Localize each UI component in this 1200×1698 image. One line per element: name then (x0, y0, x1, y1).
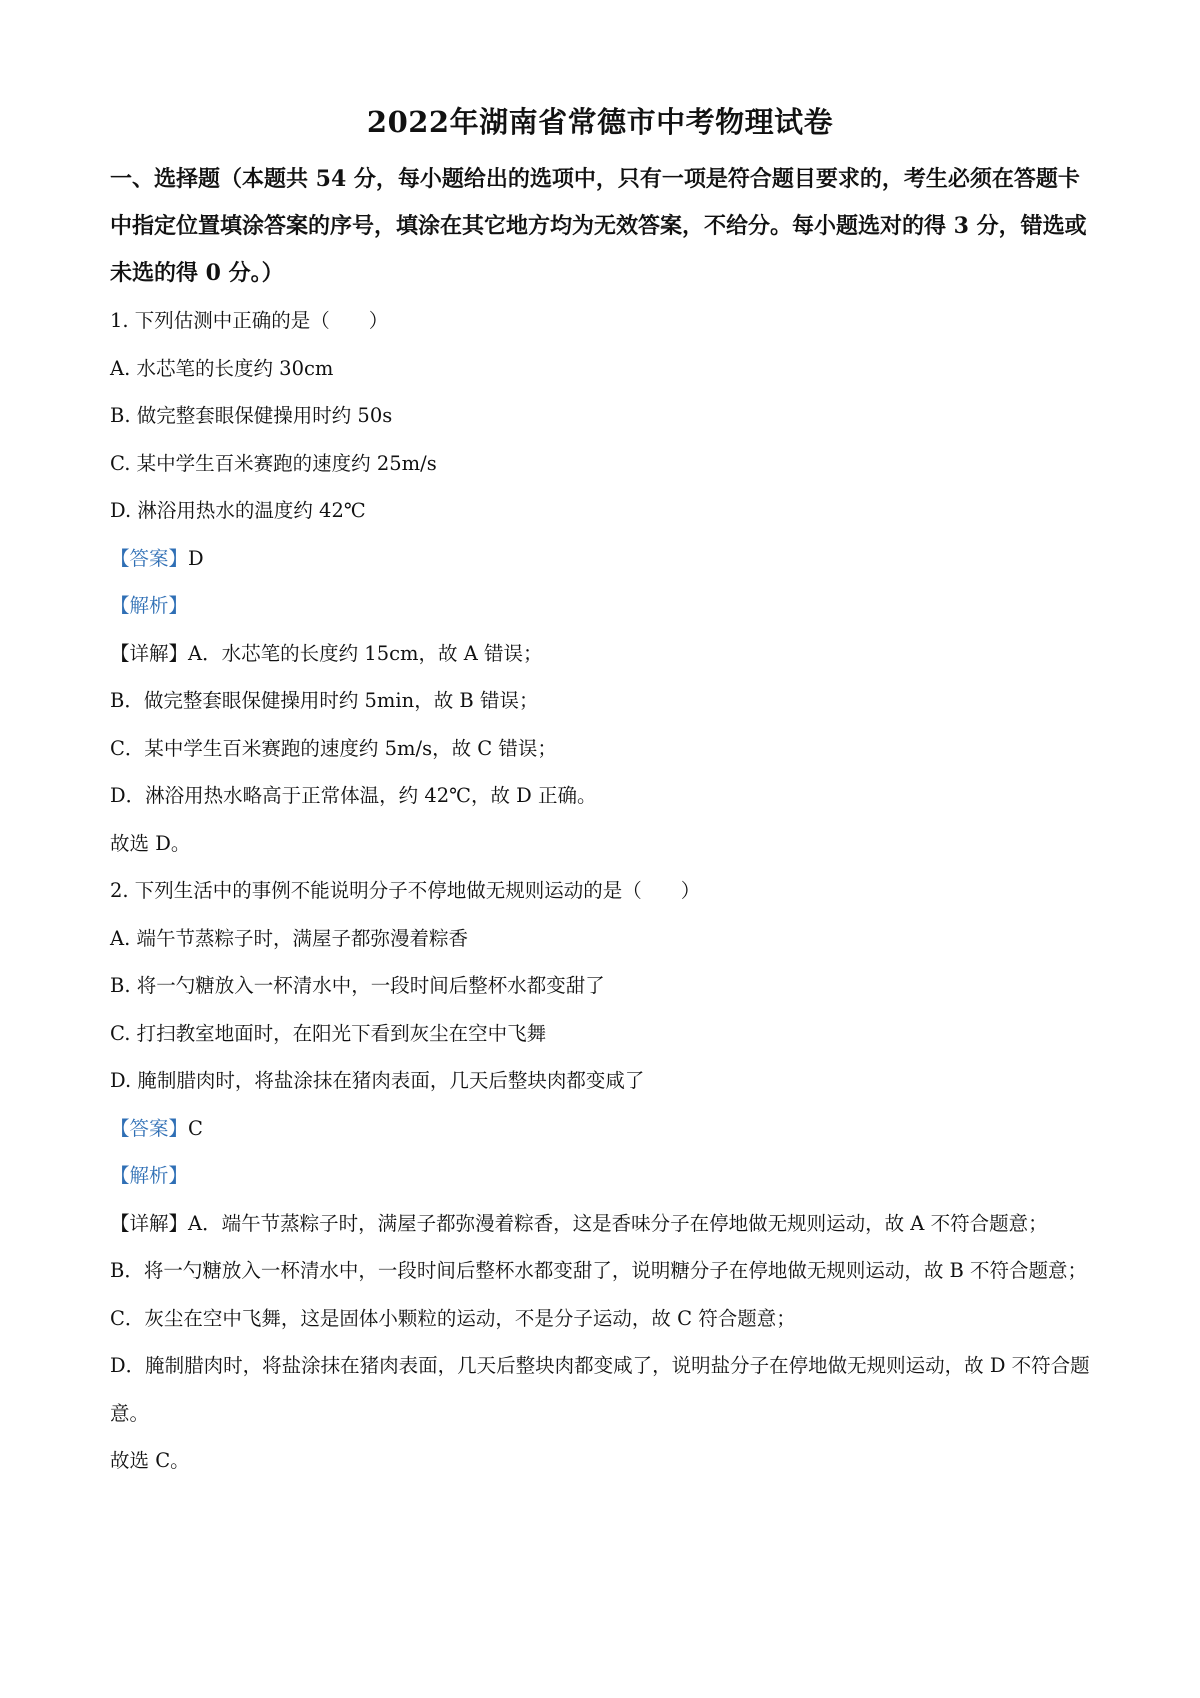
q1-analysis-line (110, 582, 1100, 630)
section-heading: 一、选择题（本题共 54 分，每小题给出的选项中，只有一项是符合题目要求的，考生必须在答题卡中指定位置填涂答案的序号，填涂在其它地方均为无效答案，不给分。每小题选对的得 3 分，错选或未选的得 0 分。） (110, 166, 1087, 286)
answer-tag: 【答案】 (110, 1116, 189, 1140)
q1-detail-line-4: D．淋浴用热水略高于正常体温，约 42℃，故 D 正确。 (110, 784, 597, 807)
q1-stem: 1. 下列估测中正确的是（ ） (110, 309, 389, 332)
q2-detail-line-4: D．腌制腊肉时，将盐涂抹在猪肉表面，几天后整块肉都变咸了，说明盐分子在停地做无规则运动，故 D 不符合题意。 (110, 1354, 1090, 1425)
questions-content (110, 297, 1100, 1485)
q1-detail-line-1: 【详解】A．水芯笔的长度约 15cm，故 A 错误； (110, 641, 543, 665)
page-title: 2022年湖南省常德市中考物理试卷 (366, 105, 834, 139)
q2-option-a: A. 端午节蒸粽子时，满屋子都弥漫着粽香 (110, 926, 468, 950)
q1-detail-line-3: C．某中学生百米赛跑的速度约 5m/s，故 C 错误； (110, 736, 557, 760)
q2-option-c: C. 打扫教室地面时，在阳光下看到灰尘在空中飞舞 (110, 1021, 547, 1045)
analysis-tag: 【解析】 (110, 1164, 189, 1187)
analysis-tag: 【解析】 (110, 594, 189, 617)
q1-option-b: B. 做完整套眼保健操用时约 50s (110, 404, 393, 427)
q2-detail-line-3: C．灰尘在空中飞舞，这是固体小颗粒的运动，不是分子运动，故 C 符合题意； (110, 1306, 796, 1330)
q2-conclusion: 故选 C。 (110, 1449, 190, 1472)
q2-answer-line (110, 1105, 1100, 1153)
q1-option-a: A. 水芯笔的长度约 30cm (110, 356, 334, 380)
detail-tag: 【详解】 (110, 641, 189, 665)
q2-option-b: B. 将一勺糖放入一杯清水中，一段时间后整杯水都变甜了 (110, 974, 605, 997)
q1-answer-value: D (188, 546, 204, 570)
q1-answer-line (110, 535, 1100, 583)
q2-detail-line-2: B．将一勺糖放入一杯清水中，一段时间后整杯水都变甜了，说明糖分子在停地做无规则运动，故 B 不符合题意； (110, 1259, 1088, 1282)
q2-answer-value: C (188, 1116, 203, 1140)
q2-detail-line-1: 【详解】A．端午节蒸粽子时，满屋子都弥漫着粽香，这是香味分子在停地做无规则运动，故 A 不符合题意； (110, 1211, 1048, 1235)
q2-option-d: D. 腌制腊肉时，将盐涂抹在猪肉表面，几天后整块肉都变咸了 (110, 1069, 645, 1092)
q1-option-d: D. 淋浴用热水的温度约 42℃ (110, 499, 366, 522)
q1-conclusion: 故选 D。 (110, 831, 191, 855)
answer-tag: 【答案】 (110, 546, 189, 570)
q1-detail-line-2: B．做完整套眼保健操用时约 5min，故 B 错误； (110, 689, 539, 712)
detail-tag: 【详解】 (110, 1211, 189, 1235)
q1-option-c: C. 某中学生百米赛跑的速度约 25m/s (110, 451, 437, 475)
q2-stem: 2. 下列生活中的事例不能说明分子不停地做无规则运动的是（ ） (110, 879, 701, 902)
q2-analysis-line (110, 1152, 1100, 1200)
